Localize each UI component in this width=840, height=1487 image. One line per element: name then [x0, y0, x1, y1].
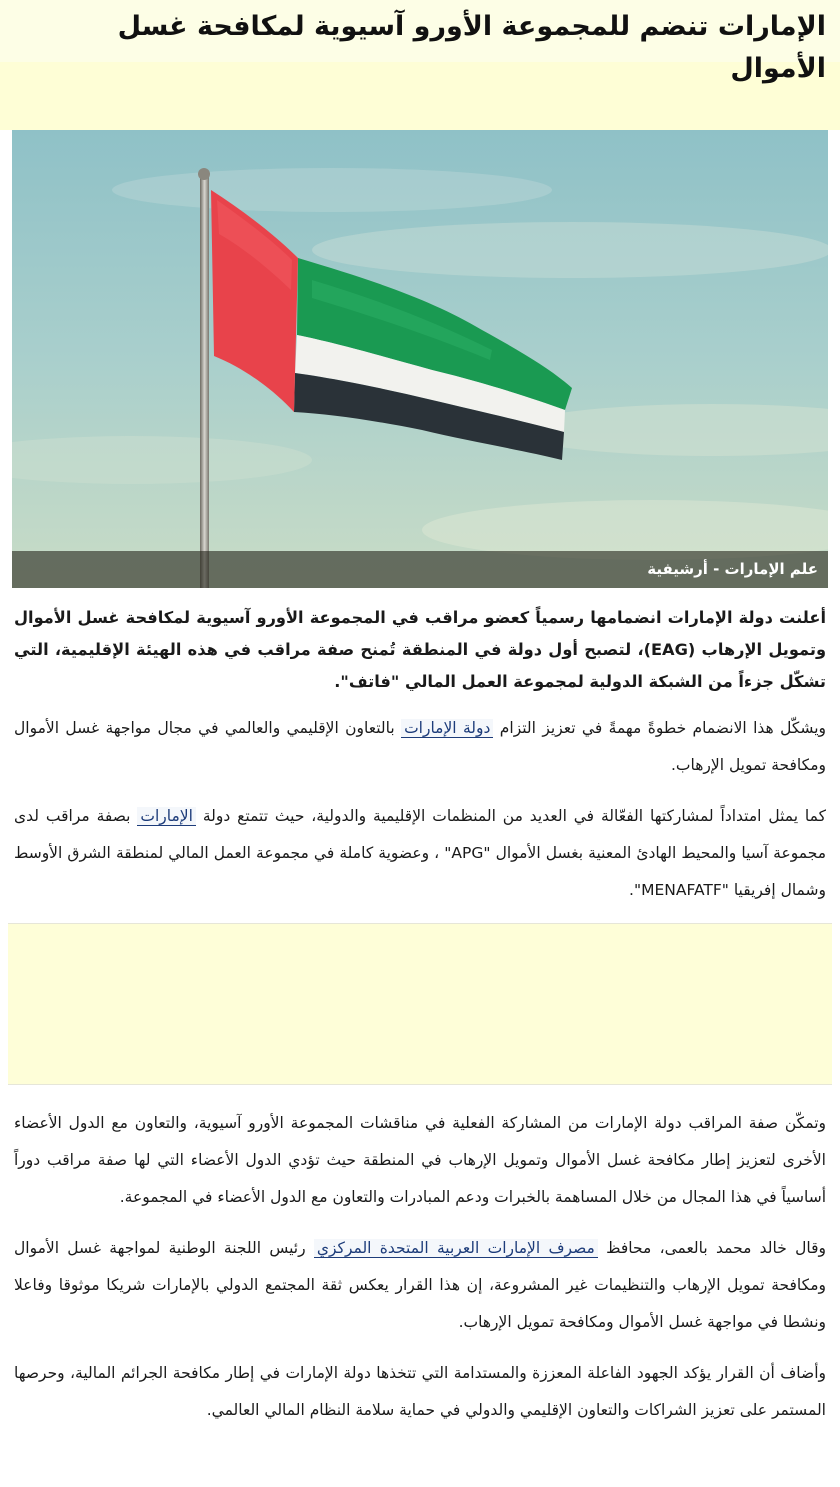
paragraph-2-text-before: كما يمثل امتداداً لمشاركتها الفعّالة في العديد من المنظمات الإقليمية والدولية، حيث تتمتع دولة [195, 807, 826, 825]
uae-flag-photo [12, 130, 828, 588]
paragraph-2 [14, 798, 826, 909]
article-header [0, 0, 840, 84]
paragraph-3: وتمكّن صفة المراقب دولة الإمارات من المشاركة الفعلية في مناقشات المجموعة الأورو آسيوية، والتعاون مع الدول الأعضاء الأخرى لتعزيز إطار مكافحة غسل الأموال وتمويل الإرهاب في المنطقة حيث تؤدي الدول الأعضاء التي لها صفة مراقب دوراً أساسياً في هذا المجال من خلال المساهمة بالخبرات ودعم المبادرات والتعاون مع الدول الأعضاء في المجموعة. [14, 1114, 826, 1206]
paragraph-4 [14, 1230, 826, 1341]
article-body [0, 588, 840, 909]
article-lead: أعلنت دولة الإمارات انضمامها رسمياً كعضو مراقب في المجموعة الأورو آسيوية لمكافحة غسل الأموال وتمويل الإرهاب (EAG)، لتصبح أول دولة في المنطقة تُمنح صفة مراقب في هذه الهيئة الإقليمية، التي تشكّل جزءاً من الشبكة الدولية لمجموعة العمل المالي "فاتف". [14, 608, 827, 691]
paragraph-5: وأضاف أن القرار يؤكد الجهود الفاعلة المعززة والمستدامة التي تتخذها دولة الإمارات في إطار مكافحة الجرائم المالية، وحرصها المستمر على تعزيز الشراكات والتعاون الإقليمي والدولي في حماية سلامة النظام المالي العالمي. [14, 1364, 826, 1419]
paragraph-4-text-before: وقال خالد محمد بالعمى، محافظ [597, 1239, 826, 1257]
paragraph-1 [14, 710, 826, 784]
article-body-continued [0, 1103, 840, 1429]
uae-country-link[interactable]: دولة الإمارات [401, 719, 493, 738]
paragraph-4-text-after: رئيس اللجنة الوطنية لمواجهة غسل الأموال ومكافحة تمويل الإرهاب والتنظيمات غير المشروعة، إن هذا القرار يعكس ثقة المجتمع الدولي بالإمارات شريكا موثوقا وفاعلا ونشطا في مواجهة غسل الأموال ومكافحة تمويل الإرهاب. [14, 1239, 826, 1331]
article-headline: الإمارات تنضم للمجموعة الأورو آسيوية لمكافحة غسل الأموال [117, 11, 826, 84]
paragraph-2-text-after: بصفة مراقب لدى مجموعة آسيا والمحيط الهادئ المعنية بغسل الأموال "APG" ، وعضوية كاملة في مجموعة العمل المالي لمنطقة الشرق الأوسط وشمال إفريقيا "MENAFATF". [14, 807, 826, 899]
uae-link[interactable]: الإمارات [137, 807, 196, 826]
paragraph-1-text-after: بالتعاون الإقليمي والعالمي في مجال مواجهة غسل الأموال ومكافحة تمويل الإرهاب. [14, 719, 826, 774]
paragraph-1-text-before: ويشكّل هذا الانضمام خطوةً مهمةً في تعزيز التزام [493, 719, 827, 737]
ad-banner-middle [8, 923, 832, 1085]
ad-banner-top [0, 62, 840, 130]
image-caption: علم الإمارات - أرشيفية [12, 551, 828, 588]
central-bank-link[interactable]: مصرف الإمارات العربية المتحدة المركزي [314, 1239, 598, 1258]
article-image[interactable] [12, 130, 828, 588]
